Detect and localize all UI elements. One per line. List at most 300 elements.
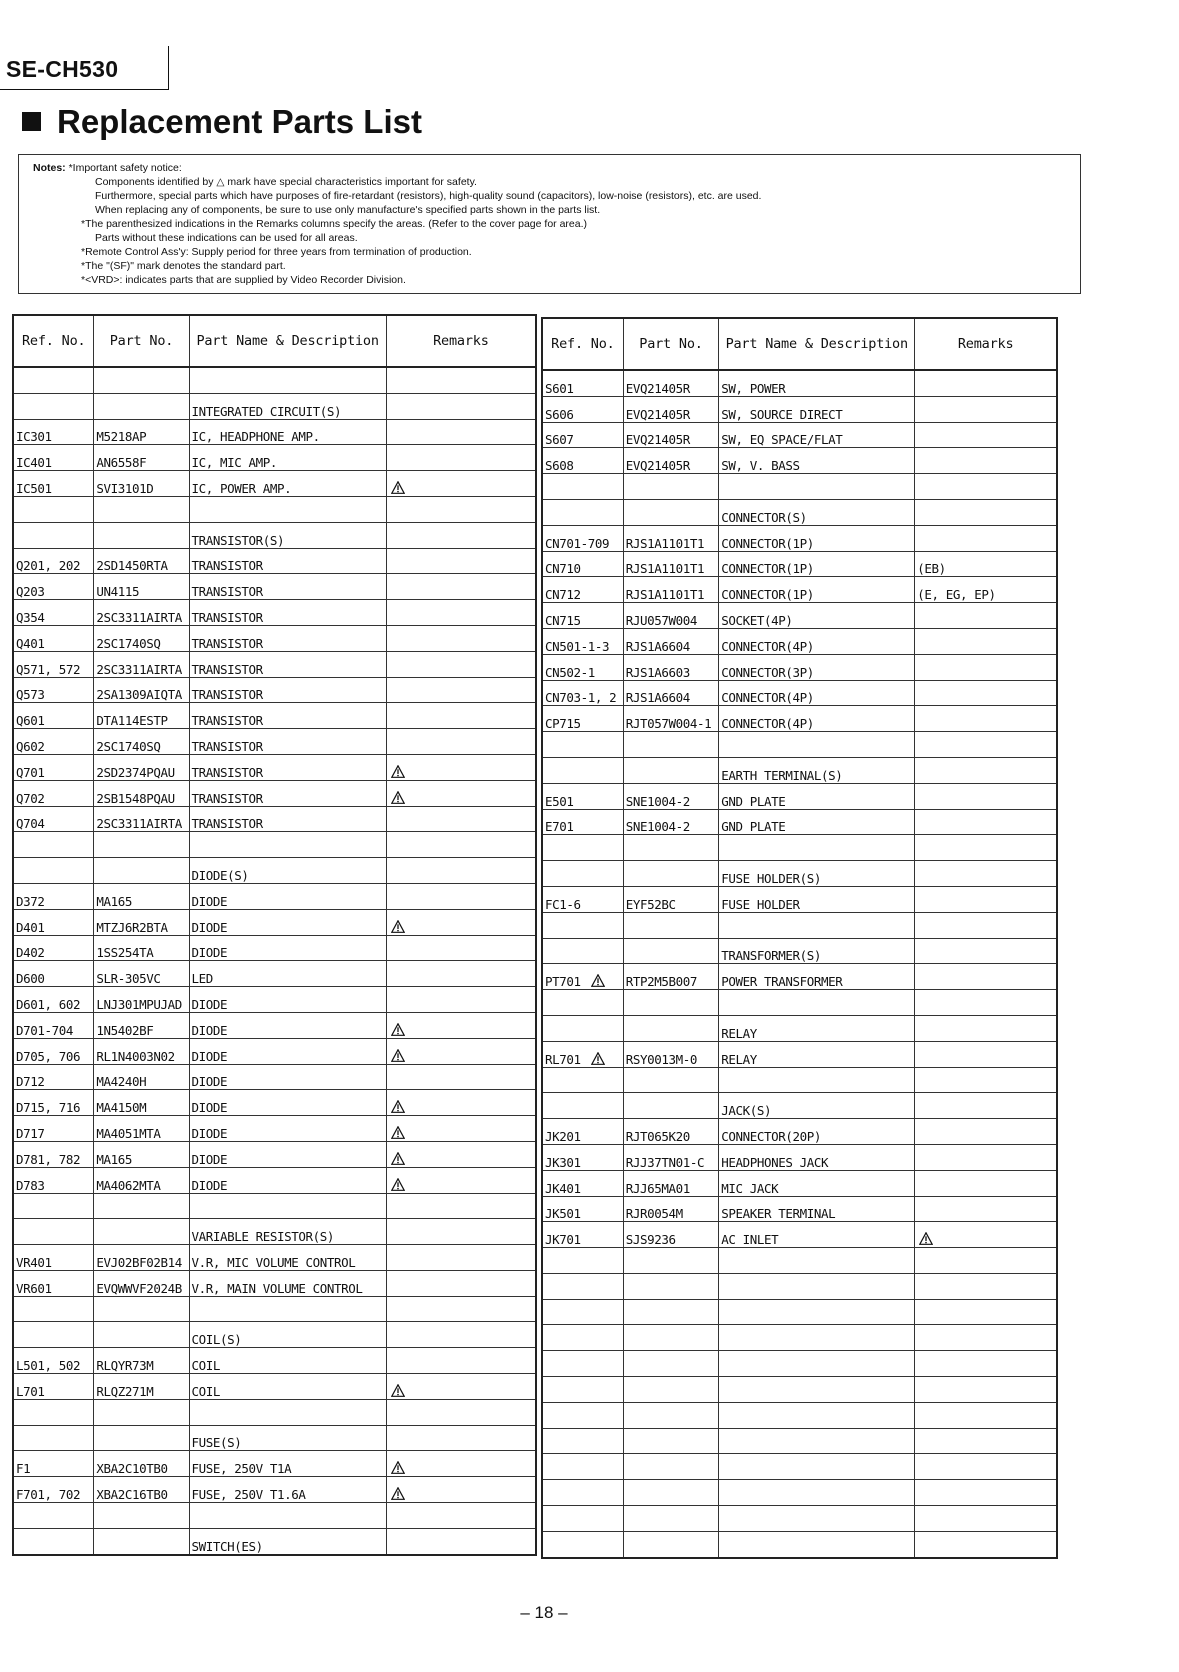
ref-no-cell xyxy=(13,1528,94,1554)
col-ref-no: Ref. No. xyxy=(13,315,94,367)
remarks-cell xyxy=(915,1067,1057,1093)
remarks-cell xyxy=(386,1296,536,1322)
remarks-cell xyxy=(386,625,536,651)
part-no-cell: MA4051MTA xyxy=(94,1116,189,1142)
table-row xyxy=(542,1041,1057,1067)
part-no-cell xyxy=(623,1506,718,1532)
safety-warning-icon xyxy=(391,920,405,933)
ref-no-cell xyxy=(13,1296,94,1322)
ref-no-cell: D402 xyxy=(13,935,94,961)
table-row xyxy=(542,1196,1057,1222)
part-no-cell: RJU057W004 xyxy=(623,603,718,629)
part-no-cell: RLQYR73M xyxy=(94,1348,189,1374)
remarks-cell xyxy=(915,1041,1057,1067)
part-no-cell xyxy=(623,938,718,964)
description-cell xyxy=(189,832,386,858)
ref-no-cell xyxy=(542,1480,623,1506)
part-no-cell: 1N5402BF xyxy=(94,1012,189,1038)
description-cell: TRANSISTOR xyxy=(189,548,386,574)
col-part-no: Part No. xyxy=(623,318,718,370)
description-cell: SOCKET(4P) xyxy=(719,603,915,629)
table-row xyxy=(13,393,536,419)
remarks-cell xyxy=(915,1377,1057,1403)
description-cell: DIODE(S) xyxy=(189,858,386,884)
part-no-cell xyxy=(623,912,718,938)
ref-no-cell: JK201 xyxy=(542,1119,623,1145)
table-row xyxy=(542,1222,1057,1248)
remarks-cell xyxy=(915,1506,1057,1532)
description-cell xyxy=(719,1248,915,1274)
ref-no-cell xyxy=(542,1506,623,1532)
ref-no-cell: Q571, 572 xyxy=(13,651,94,677)
safety-warning-icon xyxy=(391,791,405,804)
part-no-cell: EVQWWVF2024B xyxy=(94,1270,189,1296)
remarks-cell xyxy=(386,883,536,909)
table-row xyxy=(542,1428,1057,1454)
part-no-cell: 2SB1548PQAU xyxy=(94,780,189,806)
table-row xyxy=(13,651,536,677)
description-cell xyxy=(719,1377,915,1403)
remarks-cell xyxy=(386,806,536,832)
ref-no-cell xyxy=(13,858,94,884)
description-cell: TRANSISTOR xyxy=(189,754,386,780)
table-row xyxy=(542,1170,1057,1196)
table-row xyxy=(542,1273,1057,1299)
table-row xyxy=(542,1299,1057,1325)
description-cell xyxy=(719,1273,915,1299)
ref-no-cell: D701-704 xyxy=(13,1012,94,1038)
description-cell xyxy=(189,1399,386,1425)
ref-no-cell xyxy=(542,1015,623,1041)
part-no-cell: 2SC3311AIRTA xyxy=(94,806,189,832)
remarks-cell xyxy=(386,1116,536,1142)
description-cell: DIODE xyxy=(189,1064,386,1090)
description-cell: POWER TRANSFORMER xyxy=(719,964,915,990)
description-cell: DIODE xyxy=(189,1038,386,1064)
part-no-cell: SLR-305VC xyxy=(94,961,189,987)
part-no-cell xyxy=(623,1299,718,1325)
ref-no-cell: Q354 xyxy=(13,600,94,626)
remarks-cell xyxy=(386,703,536,729)
remarks-cell xyxy=(915,370,1057,396)
ref-no-cell: Q201, 202 xyxy=(13,548,94,574)
table-row xyxy=(13,625,536,651)
remarks-cell xyxy=(915,1119,1057,1145)
part-no-cell: RJR0054M xyxy=(623,1196,718,1222)
table-row xyxy=(13,1038,536,1064)
ref-no-cell: Q601 xyxy=(13,703,94,729)
table-row xyxy=(542,886,1057,912)
remarks-cell xyxy=(915,964,1057,990)
safety-warning-icon xyxy=(391,1384,405,1397)
ref-no-cell xyxy=(542,757,623,783)
table-row xyxy=(542,1093,1057,1119)
ref-no-cell: CN712 xyxy=(542,577,623,603)
ref-no-cell: JK301 xyxy=(542,1144,623,1170)
remarks-cell xyxy=(386,909,536,935)
part-no-cell xyxy=(623,1093,718,1119)
ref-no-cell xyxy=(13,367,94,393)
table-row xyxy=(542,835,1057,861)
description-cell xyxy=(719,835,915,861)
description-cell: GND PLATE xyxy=(719,783,915,809)
remarks-cell xyxy=(386,393,536,419)
notes-line-4: When replacing any of components, be sure to use only manufacture's specified parts shown in the parts list. xyxy=(95,204,601,216)
ref-no-cell: VR401 xyxy=(13,1245,94,1271)
description-cell xyxy=(189,367,386,393)
table-row xyxy=(542,861,1057,887)
description-cell xyxy=(719,990,915,1016)
remarks-cell xyxy=(386,1528,536,1554)
description-cell: IC, POWER AMP. xyxy=(189,471,386,497)
ref-no-cell xyxy=(542,1299,623,1325)
remarks-cell xyxy=(386,419,536,445)
ref-no-cell xyxy=(542,1351,623,1377)
description-cell: VARIABLE RESISTOR(S) xyxy=(189,1219,386,1245)
table-header-row xyxy=(13,315,536,367)
table-row xyxy=(13,883,536,909)
part-no-cell xyxy=(623,1531,718,1557)
part-no-cell: MA4240H xyxy=(94,1064,189,1090)
description-cell: AC INLET xyxy=(719,1222,915,1248)
description-cell: TRANSISTOR xyxy=(189,703,386,729)
ref-no-cell xyxy=(13,1425,94,1451)
table-row xyxy=(13,703,536,729)
table-row xyxy=(542,1144,1057,1170)
description-cell: CONNECTOR(4P) xyxy=(719,706,915,732)
ref-no-cell xyxy=(542,732,623,758)
part-no-cell: RTP2M5B007 xyxy=(623,964,718,990)
table-row xyxy=(542,912,1057,938)
ref-no-cell xyxy=(542,861,623,887)
description-cell: INTEGRATED CIRCUIT(S) xyxy=(189,393,386,419)
ref-no-cell: D601, 602 xyxy=(13,987,94,1013)
ref-no-cell: D372 xyxy=(13,883,94,909)
ref-no-cell xyxy=(542,835,623,861)
ref-no-cell xyxy=(542,938,623,964)
part-no-cell xyxy=(623,1480,718,1506)
title-square-icon xyxy=(22,112,41,131)
part-no-cell: SNE1004-2 xyxy=(623,809,718,835)
remarks-cell xyxy=(915,654,1057,680)
description-cell: GND PLATE xyxy=(719,809,915,835)
remarks-cell xyxy=(915,525,1057,551)
table-row xyxy=(542,370,1057,396)
ref-no-cell: CN715 xyxy=(542,603,623,629)
table-row xyxy=(542,1402,1057,1428)
table-row xyxy=(542,732,1057,758)
table-row xyxy=(542,1067,1057,1093)
table-row xyxy=(13,1374,536,1400)
part-no-cell xyxy=(623,1428,718,1454)
description-cell: RELAY xyxy=(719,1041,915,1067)
part-no-cell xyxy=(623,1015,718,1041)
part-no-cell xyxy=(623,1377,718,1403)
table-row xyxy=(13,961,536,987)
table-row xyxy=(13,935,536,961)
description-cell xyxy=(719,1454,915,1480)
col-description: Part Name & Description xyxy=(189,315,386,367)
part-no-cell: RLQZ271M xyxy=(94,1374,189,1400)
table-row xyxy=(542,654,1057,680)
description-cell: FUSE, 250V T1A xyxy=(189,1451,386,1477)
ref-no-cell: CN703-1, 2 xyxy=(542,680,623,706)
description-cell: V.R, MIC VOLUME CONTROL xyxy=(189,1245,386,1271)
remarks-cell xyxy=(386,1141,536,1167)
ref-no-cell: S601 xyxy=(542,370,623,396)
remarks-cell xyxy=(915,706,1057,732)
description-cell: DIODE xyxy=(189,1090,386,1116)
ref-no-cell: Q203 xyxy=(13,574,94,600)
part-no-cell: XBA2C10TB0 xyxy=(94,1451,189,1477)
ref-no-cell: D781, 782 xyxy=(13,1141,94,1167)
remarks-cell xyxy=(915,861,1057,887)
remarks-cell xyxy=(915,1325,1057,1351)
notes-line-7: *Remote Control Ass'y: Supply period for three years from termination of production. xyxy=(81,246,472,258)
table-row xyxy=(13,1503,536,1529)
table-row xyxy=(542,990,1057,1016)
remarks-cell xyxy=(386,1451,536,1477)
description-cell: SW, EQ SPACE/FLAT xyxy=(719,422,915,448)
table-row xyxy=(542,1480,1057,1506)
table-row xyxy=(542,1248,1057,1274)
remarks-cell xyxy=(386,832,536,858)
safety-warning-icon xyxy=(391,1152,405,1165)
remarks-cell xyxy=(915,1454,1057,1480)
ref-no-cell xyxy=(13,1193,94,1219)
notes-line-1: Notes: *Important safety notice: xyxy=(33,162,182,174)
page-number: – 18 – xyxy=(520,1603,568,1622)
table-row xyxy=(13,1193,536,1219)
remarks-cell xyxy=(915,938,1057,964)
safety-warning-icon xyxy=(391,765,405,778)
remarks-cell xyxy=(915,1428,1057,1454)
page-title: Replacement Parts List xyxy=(57,103,422,140)
description-cell: HEADPHONES JACK xyxy=(719,1144,915,1170)
description-cell xyxy=(719,1428,915,1454)
ref-no-cell xyxy=(542,1428,623,1454)
table-row xyxy=(13,1451,536,1477)
safety-warning-icon xyxy=(391,1126,405,1139)
ref-no-cell xyxy=(542,1248,623,1274)
remarks-cell xyxy=(386,1503,536,1529)
description-cell xyxy=(189,1193,386,1219)
part-no-cell xyxy=(623,1248,718,1274)
ref-no-cell: D717 xyxy=(13,1116,94,1142)
table-row xyxy=(13,780,536,806)
table-row xyxy=(13,1322,536,1348)
table-row xyxy=(13,419,536,445)
ref-no-cell xyxy=(542,1377,623,1403)
description-cell xyxy=(719,1531,915,1557)
description-cell: TRANSISTOR xyxy=(189,729,386,755)
remarks-cell xyxy=(386,367,536,393)
description-cell xyxy=(719,1325,915,1351)
table-row xyxy=(542,809,1057,835)
table-row xyxy=(13,1348,536,1374)
part-no-cell xyxy=(94,1425,189,1451)
ref-no-cell xyxy=(13,522,94,548)
table-row xyxy=(13,522,536,548)
remarks-cell xyxy=(386,548,536,574)
safety-warning-icon xyxy=(591,1052,605,1065)
remarks-cell xyxy=(386,961,536,987)
part-no-cell xyxy=(94,522,189,548)
ref-no-cell xyxy=(542,1067,623,1093)
ref-no-cell: S608 xyxy=(542,448,623,474)
table-row xyxy=(542,1454,1057,1480)
remarks-cell xyxy=(915,990,1057,1016)
description-cell: CONNECTOR(20P) xyxy=(719,1119,915,1145)
table-row xyxy=(13,832,536,858)
ref-no-cell xyxy=(13,1322,94,1348)
description-cell: TRANSISTOR xyxy=(189,625,386,651)
safety-warning-icon xyxy=(591,974,605,987)
ref-no-cell: Q704 xyxy=(13,806,94,832)
table-row xyxy=(13,1090,536,1116)
ref-no-cell: CN701-709 xyxy=(542,525,623,551)
table-row xyxy=(13,496,536,522)
table-row xyxy=(13,677,536,703)
table-row xyxy=(13,858,536,884)
part-no-cell xyxy=(623,1273,718,1299)
part-no-cell xyxy=(94,393,189,419)
description-cell: V.R, MAIN VOLUME CONTROL xyxy=(189,1270,386,1296)
table-row xyxy=(542,422,1057,448)
part-no-cell: SVI3101D xyxy=(94,471,189,497)
table-row xyxy=(542,499,1057,525)
part-no-cell: AN6558F xyxy=(94,445,189,471)
table-row xyxy=(13,1012,536,1038)
part-no-cell: RJT065K20 xyxy=(623,1119,718,1145)
part-no-cell xyxy=(94,1219,189,1245)
part-no-cell: MTZJ6R2BTA xyxy=(94,909,189,935)
notes-line-9: *<VRD>: indicates parts that are supplied by Video Recorder Division. xyxy=(81,274,406,286)
ref-no-cell: VR601 xyxy=(13,1270,94,1296)
description-cell: SWITCH(ES) xyxy=(189,1528,386,1554)
remarks-cell xyxy=(386,471,536,497)
ref-no-cell: L501, 502 xyxy=(13,1348,94,1374)
remarks-cell xyxy=(915,474,1057,500)
remarks-cell xyxy=(915,783,1057,809)
part-no-cell: 2SC3311AIRTA xyxy=(94,651,189,677)
ref-no-cell: Q573 xyxy=(13,677,94,703)
table-row xyxy=(13,1141,536,1167)
table-row xyxy=(542,603,1057,629)
remarks-cell xyxy=(915,1402,1057,1428)
remarks-cell xyxy=(915,835,1057,861)
safety-warning-icon xyxy=(391,1178,405,1191)
ref-no-cell: CN501-1-3 xyxy=(542,628,623,654)
remarks-cell xyxy=(386,1219,536,1245)
part-no-cell xyxy=(94,858,189,884)
remarks-cell xyxy=(386,1167,536,1193)
table-row xyxy=(542,1015,1057,1041)
remarks-cell xyxy=(386,496,536,522)
description-cell xyxy=(719,912,915,938)
table-row xyxy=(13,1296,536,1322)
part-no-cell: MA4150M xyxy=(94,1090,189,1116)
part-no-cell xyxy=(623,499,718,525)
description-cell xyxy=(719,1480,915,1506)
remarks-cell xyxy=(915,1351,1057,1377)
remarks-cell xyxy=(915,732,1057,758)
table-row xyxy=(542,577,1057,603)
description-cell: COIL(S) xyxy=(189,1322,386,1348)
notes-line-8: *The "(SF)" mark denotes the standard part. xyxy=(81,260,286,272)
table-row xyxy=(13,1399,536,1425)
table-row xyxy=(13,1270,536,1296)
part-no-cell: SNE1004-2 xyxy=(623,783,718,809)
remarks-cell xyxy=(386,780,536,806)
remarks-cell xyxy=(915,1093,1057,1119)
table-row xyxy=(542,1325,1057,1351)
remarks-cell xyxy=(386,1322,536,1348)
ref-no-cell: D705, 706 xyxy=(13,1038,94,1064)
ref-no-cell: Q602 xyxy=(13,729,94,755)
description-cell xyxy=(719,474,915,500)
part-no-cell xyxy=(94,367,189,393)
ref-no-cell: JK401 xyxy=(542,1170,623,1196)
remarks-cell xyxy=(915,1273,1057,1299)
description-cell: DIODE xyxy=(189,1116,386,1142)
description-cell: DIODE xyxy=(189,909,386,935)
part-no-cell: EVQ21405R xyxy=(623,422,718,448)
remarks-cell xyxy=(915,628,1057,654)
ref-no-cell xyxy=(542,1325,623,1351)
part-no-cell xyxy=(94,1503,189,1529)
part-no-cell xyxy=(94,1528,189,1554)
table-row xyxy=(13,729,536,755)
col-ref-no: Ref. No. xyxy=(542,318,623,370)
remarks-cell xyxy=(915,1144,1057,1170)
part-no-cell: RJT057W004-1 xyxy=(623,706,718,732)
remarks-cell xyxy=(386,600,536,626)
description-cell xyxy=(719,1067,915,1093)
remarks-cell xyxy=(386,1090,536,1116)
description-cell: FUSE HOLDER(S) xyxy=(719,861,915,887)
ref-no-cell xyxy=(542,1273,623,1299)
table-row xyxy=(542,757,1057,783)
ref-no-cell: Q701 xyxy=(13,754,94,780)
description-cell: CONNECTOR(1P) xyxy=(719,551,915,577)
description-cell xyxy=(719,1402,915,1428)
ref-no-cell: JK501 xyxy=(542,1196,623,1222)
remarks-cell xyxy=(386,1270,536,1296)
safety-warning-icon xyxy=(391,481,405,494)
remarks-cell xyxy=(386,729,536,755)
remarks-cell: (EB) xyxy=(915,551,1057,577)
description-cell: TRANSISTOR xyxy=(189,677,386,703)
ref-no-cell: D783 xyxy=(13,1167,94,1193)
part-no-cell: RJS1A1101T1 xyxy=(623,577,718,603)
description-cell: TRANSISTOR xyxy=(189,651,386,677)
ref-no-cell xyxy=(13,393,94,419)
description-cell: CONNECTOR(S) xyxy=(719,499,915,525)
ref-no-cell: Q401 xyxy=(13,625,94,651)
remarks-cell xyxy=(386,1348,536,1374)
description-cell: DIODE xyxy=(189,1167,386,1193)
part-no-cell xyxy=(623,835,718,861)
part-no-cell: M5218AP xyxy=(94,419,189,445)
remarks-cell xyxy=(386,677,536,703)
table-row xyxy=(542,396,1057,422)
remarks-cell xyxy=(386,1193,536,1219)
ref-no-cell xyxy=(542,1454,623,1480)
ref-no-cell: F1 xyxy=(13,1451,94,1477)
description-cell: EARTH TERMINAL(S) xyxy=(719,757,915,783)
ref-no-cell xyxy=(542,1093,623,1119)
